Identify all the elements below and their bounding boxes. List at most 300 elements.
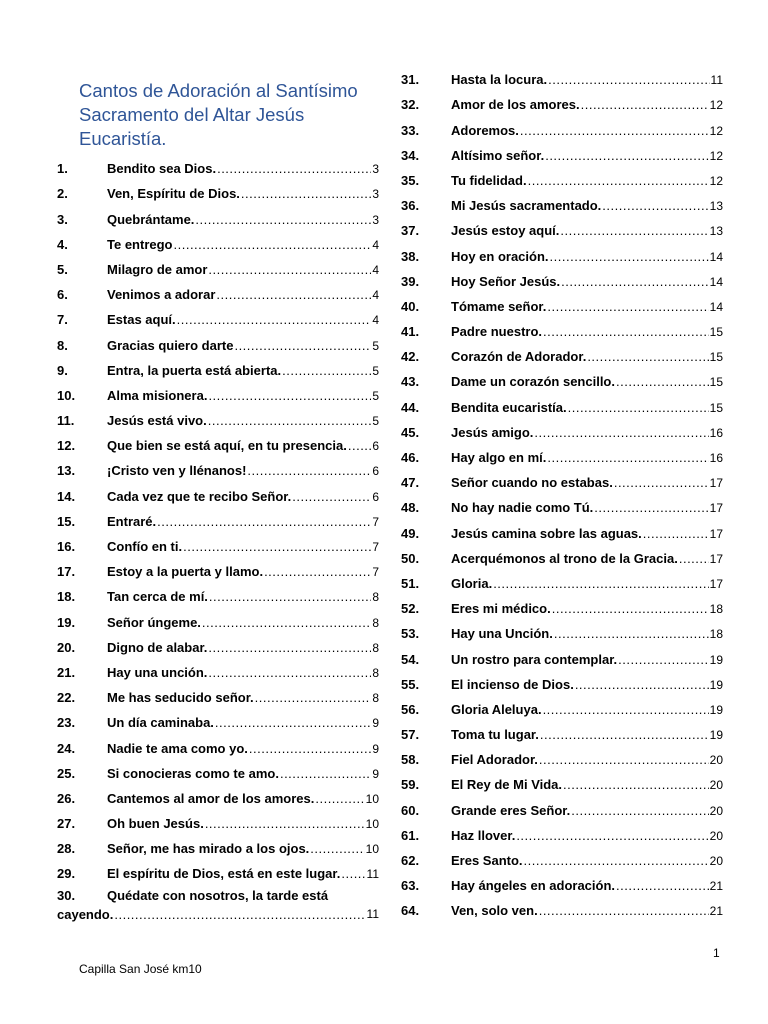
toc-entry-page: 4 xyxy=(372,237,379,252)
toc-entry-number: 6. xyxy=(57,287,68,303)
toc-entry[interactable] xyxy=(401,112,723,137)
toc-entry-title: Ven, solo ven. xyxy=(451,903,538,919)
toc-entry[interactable] xyxy=(57,630,379,655)
toc-leader-dots xyxy=(618,652,708,667)
toc-entry-page: 7 xyxy=(372,540,379,554)
toc-entry-page: 20 xyxy=(709,854,723,868)
toc-entry-number: 9. xyxy=(57,362,68,378)
toc-entry-number: 33. xyxy=(401,122,420,138)
toc-entry-page: 7 xyxy=(372,514,379,529)
toc-entry-page: 8 xyxy=(372,590,379,605)
toc-leader-dots xyxy=(292,489,371,504)
toc-leader-dots xyxy=(310,841,364,856)
toc-entry[interactable] xyxy=(401,188,723,213)
toc-leader-dots xyxy=(643,526,709,541)
toc-entry-page: 4 xyxy=(372,288,379,303)
toc-entry[interactable] xyxy=(401,339,723,364)
toc-entry-page: 5 xyxy=(372,338,379,353)
toc-entry[interactable] xyxy=(401,289,723,314)
toc-entry-title: Hay una Unción. xyxy=(451,626,553,642)
toc-entry-number: 37. xyxy=(401,223,420,239)
toc-entry-number: 59. xyxy=(401,777,420,793)
toc-leader-dots xyxy=(114,905,365,924)
toc-entry-title: ¡Cristo ven y lIénanos! xyxy=(107,463,247,479)
toc-leader-dots xyxy=(587,349,708,364)
toc-entry-title: Señor cuando no estabas. xyxy=(451,475,613,491)
toc-entry[interactable] xyxy=(401,843,723,868)
toc-left-column xyxy=(57,151,379,924)
toc-leader-dots xyxy=(550,249,709,264)
toc-entry-number: 23. xyxy=(57,715,76,731)
toc-entry-number: 35. xyxy=(401,172,420,188)
toc-leader-dots xyxy=(208,262,371,277)
toc-entry[interactable] xyxy=(401,717,723,742)
toc-entry-number: 29. xyxy=(57,866,76,882)
toc-entry-page: 9 xyxy=(372,716,379,731)
toc-entry-page: 20 xyxy=(709,803,723,818)
toc-entry[interactable] xyxy=(57,680,379,705)
toc-leader-dots xyxy=(217,161,371,176)
toc-leader-dots xyxy=(679,551,709,566)
toc-entry-title: Digno de alabar. xyxy=(107,639,208,655)
toc-entry-title: Hay algo en mí. xyxy=(451,450,547,465)
toc-entry-page: 19 xyxy=(709,728,723,743)
toc-entry[interactable] xyxy=(401,314,723,339)
toc-entry[interactable] xyxy=(57,554,379,579)
toc-entry[interactable] xyxy=(401,213,723,238)
toc-entry-page: 12 xyxy=(709,173,723,188)
toc-entry-title: Mi Jesús sacramentado. xyxy=(451,198,602,214)
toc-entry-page: 12 xyxy=(709,148,723,163)
toc-entry-page: 16 xyxy=(709,451,723,465)
toc-entry-page: 7 xyxy=(372,565,379,580)
toc-entry-page: 20 xyxy=(709,778,723,793)
toc-entry[interactable] xyxy=(57,881,379,924)
toc-entry-title-continued: cayendo. xyxy=(57,907,114,923)
toc-entry-title: Gloria. xyxy=(451,575,493,591)
toc-entry[interactable] xyxy=(401,415,723,440)
toc-entry-title: El espíritu de Dios, está en este lugar. xyxy=(107,866,341,882)
toc-entry[interactable] xyxy=(57,428,379,453)
toc-entry-number: 64. xyxy=(401,903,420,919)
toc-leader-dots xyxy=(554,626,709,641)
toc-entry-number: 44. xyxy=(401,399,420,415)
toc-entry-number: 41. xyxy=(401,324,420,340)
toc-entry-number: 7. xyxy=(57,312,68,328)
toc-entry-page: 21 xyxy=(709,904,723,919)
toc-entry[interactable] xyxy=(57,730,379,755)
toc-leader-dots xyxy=(208,640,371,655)
toc-entry-title: Ven, Espíritu de Dios. xyxy=(107,186,240,202)
toc-entry-title: Amor de los amores. xyxy=(451,97,580,113)
toc-entry[interactable] xyxy=(401,692,723,717)
toc-entry-number: 39. xyxy=(401,273,420,289)
toc-entry-number: 49. xyxy=(401,525,420,541)
toc-leader-dots xyxy=(280,766,371,781)
toc-entry-page: 8 xyxy=(372,615,379,630)
toc-entry-title: Bendita eucaristía. xyxy=(451,399,567,415)
toc-leader-dots xyxy=(616,878,709,893)
toc-entry-title: Dame un corazón sencillo. xyxy=(451,374,615,390)
toc-entry-page: 14 xyxy=(709,299,723,314)
toc-leader-dots xyxy=(581,97,709,112)
toc-entry[interactable] xyxy=(57,478,379,503)
toc-entry-number: 8. xyxy=(57,337,68,353)
toc-entry-title: Que bien se está aquí, en tu presencia. xyxy=(107,438,347,454)
toc-entry-page: 14 xyxy=(709,249,723,264)
toc-entry-number: 12. xyxy=(57,438,76,454)
toc-leader-dots xyxy=(208,388,371,403)
page-number: 1 xyxy=(713,946,720,960)
toc-leader-dots xyxy=(216,287,371,302)
toc-leader-dots xyxy=(602,198,708,213)
toc-entry-title: El incienso de Dios. xyxy=(451,676,574,692)
toc-right-column xyxy=(401,62,723,918)
toc-entry[interactable] xyxy=(401,62,723,87)
toc-entry[interactable] xyxy=(57,151,379,176)
toc-entry[interactable] xyxy=(401,641,723,666)
toc-entry-number: 22. xyxy=(57,690,76,706)
toc-entry-number: 15. xyxy=(57,513,76,529)
toc-leader-dots xyxy=(282,363,371,378)
toc-entry-title: Un día caminaba. xyxy=(107,715,214,731)
toc-entry-number: 60. xyxy=(401,802,420,818)
toc-entry-title: Alma misionera. xyxy=(107,387,208,403)
toc-leader-dots xyxy=(341,866,365,881)
toc-entry-page: 9 xyxy=(372,766,379,781)
toc-entry-page: 21 xyxy=(709,879,723,894)
toc-leader-dots xyxy=(209,589,371,604)
toc-entry[interactable] xyxy=(401,767,723,792)
toc-entry-page: 11 xyxy=(366,867,379,882)
toc-leader-dots xyxy=(234,338,371,353)
toc-entry[interactable] xyxy=(401,87,723,112)
toc-entry-number: 1. xyxy=(57,161,68,177)
toc-entry-number: 61. xyxy=(401,827,420,843)
toc-leader-dots xyxy=(516,828,708,843)
toc-entry-page: 17 xyxy=(709,551,723,566)
toc-leader-dots xyxy=(534,425,708,440)
toc-entry[interactable] xyxy=(57,856,379,881)
toc-entry-page: 15 xyxy=(709,400,723,415)
toc-entry-number: 13. xyxy=(57,463,76,479)
toc-entry-title: Hasta la locura. xyxy=(451,72,548,88)
toc-entry-title: Nadie te ama como yo. xyxy=(107,740,248,756)
toc-entry-page: 12 xyxy=(709,123,723,138)
toc-entry-number: 50. xyxy=(401,550,420,566)
toc-entry-title: Entra, la puerta está abierta. xyxy=(107,362,282,378)
toc-entry-title: Quédate con nosotros, la tarde está xyxy=(107,888,329,904)
toc-entry-title: Si conocieras como te amo. xyxy=(107,765,279,781)
toc-entry-title: Toma tu lugar. xyxy=(451,727,539,743)
toc-entry-number: 45. xyxy=(401,424,420,440)
toc-entry-page: 20 xyxy=(709,828,723,843)
toc-entry-title: Hay ángeles en adoración. xyxy=(451,878,616,894)
toc-leader-dots xyxy=(543,324,709,339)
toc-entry[interactable] xyxy=(57,378,379,403)
toc-entry-title: Eres Santo. xyxy=(451,853,523,868)
toc-entry[interactable] xyxy=(57,756,379,781)
toc-entry-number: 56. xyxy=(401,701,420,717)
toc-entry-page: 6 xyxy=(372,439,379,454)
toc-entry-page: 10 xyxy=(365,791,379,806)
toc-entry-title: Jesús camina sobre las aguas. xyxy=(451,525,642,541)
toc-entry[interactable] xyxy=(57,604,379,629)
toc-entry-number: 27. xyxy=(57,816,76,832)
toc-entry[interactable] xyxy=(57,806,379,831)
toc-entry-title: Venimos a adorar xyxy=(107,287,216,303)
toc-leader-dots xyxy=(195,212,371,227)
toc-entry-number: 20. xyxy=(57,639,76,655)
toc-entry-title: Tu fidelidad. xyxy=(451,172,527,188)
toc-entry-title: Hay una unción. xyxy=(107,664,208,680)
toc-leader-dots xyxy=(208,413,372,428)
toc-leader-dots xyxy=(348,438,371,453)
toc-entry-number: 51. xyxy=(401,575,420,591)
toc-entry-title: Bendito sea Dios. xyxy=(107,161,217,177)
toc-entry[interactable] xyxy=(401,389,723,414)
toc-entry-page: 12 xyxy=(709,98,723,113)
toc-entry-title: Jesús estoy aquí. xyxy=(451,223,560,239)
toc-entry-number: 18. xyxy=(57,589,76,605)
toc-leader-dots xyxy=(560,223,708,238)
toc-entry-title: Fiel Adorador. xyxy=(451,752,538,768)
toc-entry-number: 24. xyxy=(57,740,76,756)
toc-entry-number: 43. xyxy=(401,374,420,390)
toc-leader-dots xyxy=(241,186,371,201)
toc-leader-dots xyxy=(571,803,708,818)
toc-entry-title: Eres mi médico. xyxy=(451,601,551,617)
toc-leader-dots xyxy=(614,475,709,490)
toc-entry-page: 17 xyxy=(709,476,723,491)
toc-entry-title: Haz llover. xyxy=(451,827,516,843)
toc-leader-dots xyxy=(594,500,708,515)
toc-leader-dots xyxy=(545,148,708,163)
toc-entry-title: Cada vez que te recibo Señor. xyxy=(107,488,292,504)
toc-entry-number: 53. xyxy=(401,626,420,642)
toc-leader-dots xyxy=(547,299,708,314)
toc-entry[interactable] xyxy=(57,252,379,277)
toc-leader-dots xyxy=(524,853,709,868)
toc-entry[interactable] xyxy=(401,616,723,641)
toc-leader-dots xyxy=(547,450,708,465)
toc-entry[interactable] xyxy=(401,818,723,843)
toc-entry-page: 10 xyxy=(365,842,379,857)
toc-leader-dots xyxy=(249,741,371,756)
toc-entry-title: Te entrego xyxy=(107,236,173,252)
toc-entry-title: Adoremos. xyxy=(451,122,519,138)
toc-entry-number: 32. xyxy=(401,97,420,113)
toc-entry-page: 8 xyxy=(372,691,379,706)
toc-entry-page: 20 xyxy=(709,753,723,768)
toc-entry[interactable] xyxy=(57,504,379,529)
toc-entry-page: 4 xyxy=(372,313,379,328)
toc-entry-number: 40. xyxy=(401,298,420,314)
toc-entry-page: 5 xyxy=(372,363,379,378)
toc-entry-number: 25. xyxy=(57,765,76,781)
toc-entry-title: Entraré. xyxy=(107,513,157,529)
toc-entry[interactable] xyxy=(401,792,723,817)
toc-entry[interactable] xyxy=(401,742,723,767)
toc-entry-page: 8 xyxy=(372,665,379,680)
toc-entry-title: Altísimo señor. xyxy=(451,147,545,163)
toc-entry-page: 3 xyxy=(372,212,379,227)
toc-entry[interactable] xyxy=(401,893,723,918)
toc-entry[interactable] xyxy=(401,238,723,263)
toc-entry[interactable] xyxy=(57,277,379,302)
toc-entry-page: 15 xyxy=(709,375,723,390)
toc-entry-number: 5. xyxy=(57,261,68,277)
toc-entry-page: 17 xyxy=(709,526,723,541)
toc-entry[interactable] xyxy=(401,163,723,188)
toc-entry-page: 3 xyxy=(372,162,379,177)
toc-leader-dots xyxy=(552,601,709,616)
toc-entry[interactable] xyxy=(401,490,723,515)
toc-entry[interactable] xyxy=(57,781,379,806)
toc-entry-number: 58. xyxy=(401,752,420,768)
toc-entry-number: 19. xyxy=(57,614,76,630)
toc-entry-title: No hay nadie como Tú. xyxy=(451,500,594,516)
toc-entry-page: 6 xyxy=(372,489,379,504)
toc-entry[interactable] xyxy=(57,831,379,856)
toc-entry-title: Tan cerca de mí. xyxy=(107,589,208,605)
toc-leader-dots xyxy=(493,576,708,591)
toc-entry-number: 36. xyxy=(401,198,420,214)
toc-entry-page: 5 xyxy=(372,414,379,429)
toc-entry-page: 11 xyxy=(710,73,723,88)
toc-entry[interactable] xyxy=(401,566,723,591)
toc-entry[interactable] xyxy=(401,465,723,490)
toc-entry[interactable] xyxy=(401,138,723,163)
toc-entry-page: 4 xyxy=(372,262,379,277)
toc-leader-dots xyxy=(561,274,709,289)
toc-entry[interactable] xyxy=(57,705,379,730)
toc-entry-number: 46. xyxy=(401,450,420,465)
toc-entry-page: 18 xyxy=(709,627,723,642)
toc-entry-title: El Rey de Mi Vida. xyxy=(451,777,563,793)
footer-text: Capilla San José km10 xyxy=(79,962,202,976)
toc-leader-dots xyxy=(568,400,709,415)
toc-entry-page: 6 xyxy=(372,464,379,479)
toc-entry-page: 9 xyxy=(372,741,379,756)
toc-leader-dots xyxy=(208,665,371,680)
toc-leader-dots xyxy=(315,791,364,806)
toc-entry-title: Un rostro para contemplar. xyxy=(451,651,618,667)
toc-entry-title: Me has seducido señor. xyxy=(107,690,254,706)
toc-entry[interactable] xyxy=(57,227,379,252)
toc-entry[interactable] xyxy=(57,529,379,554)
toc-leader-dots xyxy=(563,777,709,792)
toc-entry[interactable] xyxy=(57,453,379,478)
toc-entry-title: Gracias quiero darte xyxy=(107,337,234,353)
toc-entry[interactable] xyxy=(57,302,379,327)
toc-entry-number: 47. xyxy=(401,475,420,491)
toc-entry-page: 19 xyxy=(709,652,723,667)
toc-entry-page: 19 xyxy=(709,702,723,717)
toc-entry[interactable] xyxy=(401,264,723,289)
toc-entry[interactable] xyxy=(401,541,723,566)
toc-entry-title: Oh buen Jesús. xyxy=(107,816,204,832)
toc-leader-dots xyxy=(202,615,371,630)
toc-entry-title: Hoy en oración. xyxy=(451,248,549,264)
toc-entry-title: Estoy a la puerta y llamo. xyxy=(107,564,264,580)
toc-entry-title: Hoy Señor Jesús. xyxy=(451,273,561,289)
toc-entry-number: 17. xyxy=(57,564,76,580)
toc-leader-dots xyxy=(215,715,371,730)
toc-entry-title: Estas aquí. xyxy=(107,312,176,328)
toc-entry[interactable] xyxy=(401,667,723,692)
toc-entry[interactable] xyxy=(401,868,723,893)
toc-leader-dots xyxy=(264,564,371,579)
toc-entry-title: Milagro de amor xyxy=(107,261,208,277)
toc-entry-title: Confío en ti. xyxy=(107,539,183,554)
toc-entry-number: 34. xyxy=(401,147,420,163)
toc-entry[interactable] xyxy=(57,579,379,604)
toc-leader-dots xyxy=(520,123,709,138)
toc-entry[interactable] xyxy=(57,201,379,226)
toc-leader-dots xyxy=(548,72,709,87)
toc-leader-dots xyxy=(528,173,709,188)
toc-entry-number: 28. xyxy=(57,841,76,857)
toc-entry[interactable] xyxy=(401,515,723,540)
toc-entry-number: 4. xyxy=(57,236,68,252)
toc-leader-dots xyxy=(543,702,709,717)
toc-entry[interactable] xyxy=(401,440,723,465)
toc-entry-title: Grande eres Señor. xyxy=(451,802,571,818)
toc-entry-number: 16. xyxy=(57,539,76,554)
toc-entry-title: Gloria Aleluya. xyxy=(451,701,542,717)
toc-entry-title: Corazón de Adorador. xyxy=(451,349,587,365)
toc-entry-page: 18 xyxy=(709,602,723,617)
toc-entry-number: 2. xyxy=(57,186,68,202)
toc-entry[interactable] xyxy=(57,655,379,680)
toc-entry-number: 31. xyxy=(401,72,420,88)
toc-entry[interactable] xyxy=(401,591,723,616)
toc-entry-number: 14. xyxy=(57,488,76,504)
toc-entry[interactable] xyxy=(57,403,379,428)
toc-entry-number: 21. xyxy=(57,664,76,680)
toc-entry-page: 8 xyxy=(372,640,379,655)
toc-leader-dots xyxy=(575,677,709,692)
toc-entry-page: 13 xyxy=(709,199,723,214)
toc-entry-page: 17 xyxy=(709,501,723,516)
toc-leader-dots xyxy=(183,539,371,554)
toc-entry-title: Señor úngeme. xyxy=(107,614,201,630)
toc-entry-number: 11. xyxy=(57,413,75,429)
toc-entry-number: 57. xyxy=(401,727,420,743)
toc-entry-page: 10 xyxy=(365,817,379,832)
toc-entry-title: Acerquémonos al trono de la Gracia. xyxy=(451,550,678,566)
toc-entry-number: 52. xyxy=(401,601,420,617)
toc-entry[interactable] xyxy=(57,176,379,201)
toc-leader-dots xyxy=(247,463,371,478)
toc-entry-title: Jesús está vivo. xyxy=(107,413,207,429)
toc-entry-title: Quebrántame. xyxy=(107,211,195,227)
toc-entry[interactable] xyxy=(57,353,379,378)
toc-entry-number: 55. xyxy=(401,676,420,692)
toc-leader-dots xyxy=(539,752,709,767)
toc-leader-dots xyxy=(539,903,709,918)
toc-entry-title: Señor, me has mirado a los ojos. xyxy=(107,841,310,857)
toc-entry-page: 11 xyxy=(366,907,379,922)
toc-entry-number: 48. xyxy=(401,500,420,516)
toc-entry-title: Jesús amigo. xyxy=(451,424,534,440)
toc-entry[interactable] xyxy=(57,327,379,352)
toc-entry[interactable] xyxy=(401,364,723,389)
toc-entry-number: 42. xyxy=(401,349,420,365)
toc-entry-number: 62. xyxy=(401,853,420,868)
toc-entry-page: 17 xyxy=(709,576,723,591)
